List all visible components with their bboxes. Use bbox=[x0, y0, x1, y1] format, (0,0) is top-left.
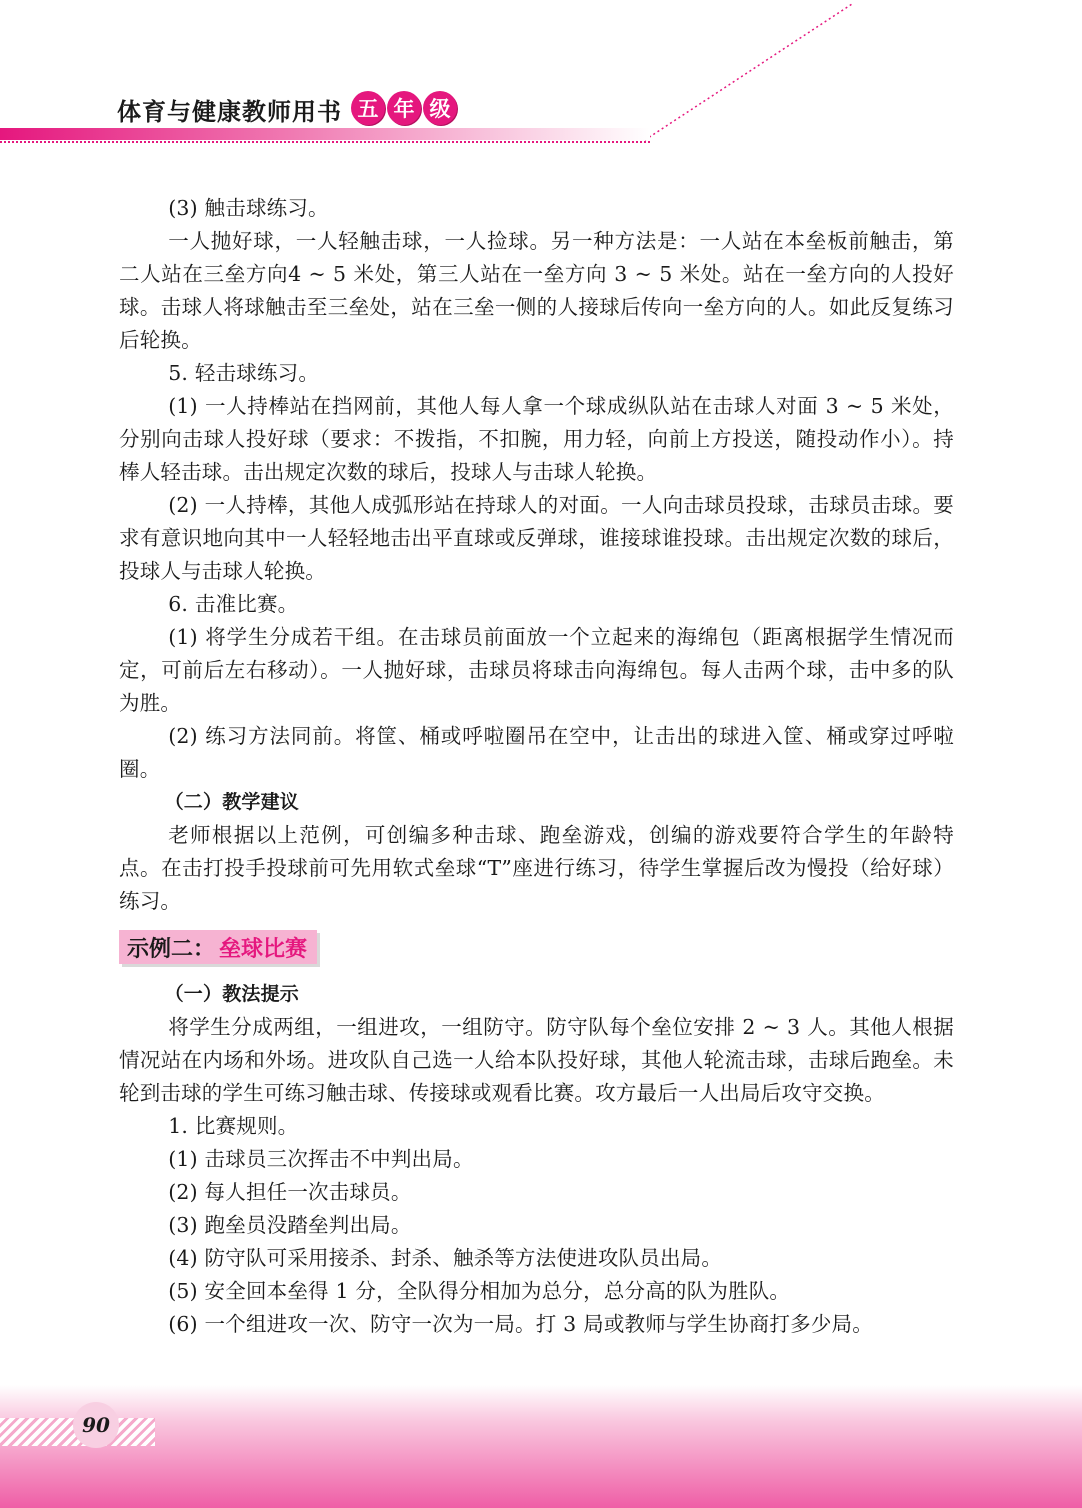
body-paragraph: (3) 跑垒员没踏垒判出局。 bbox=[168, 1213, 412, 1237]
body-paragraph: (5) 安全回本垒得 1 分，全队得分相加为总分，总分高的队为胜队。 bbox=[168, 1279, 791, 1303]
body-paragraph: (2) 一人持棒，其他人成弧形站在持球人的对面。一人向击球员投球，击球员击球。要求有意识地向其中一人轻轻地击出平直球或反弹球，谁接球谁投球。击出规定次数的球后，投球人与击球人轮换。 bbox=[119, 493, 954, 583]
header-dotted-rule bbox=[0, 141, 650, 143]
section-subheading: （二）教学建议 bbox=[164, 791, 299, 813]
body-paragraph: (1) 将学生分成若干组。在击球员前面放一个立起来的海绵包（距离根据学生情况而定，可前后左右移动）。一人抛好球，击球员将球击向海绵包。每人击两个球，击中多的队为胜。 bbox=[119, 625, 954, 715]
page-content bbox=[119, 192, 954, 1341]
page-number: 90 bbox=[73, 1402, 119, 1448]
body-paragraph: 5. 轻击球练习。 bbox=[168, 361, 320, 385]
footer-gradient-band bbox=[0, 1385, 1082, 1508]
body-paragraph: (4) 防守队可采用接杀、封杀、触杀等方法使进攻队员出局。 bbox=[168, 1246, 723, 1270]
body-paragraph: (3) 触击球练习。 bbox=[168, 196, 329, 220]
grade-badge-2: 年 bbox=[387, 91, 421, 125]
grade-badge-group bbox=[351, 91, 457, 125]
grade-badge-3: 级 bbox=[423, 91, 457, 125]
body-paragraph: 将学生分成两组，一组进攻，一组防守。防守队每个垒位安排 2 ~ 3 人。其他人根据情况站在内场和外场。进攻队自己选一人给本队投好球，其他人轮流击球，击球后跑垒。未轮到击球的学生可练习触击球、传接球或观看比赛。攻方最后一人出局后攻守交换。 bbox=[119, 1015, 954, 1105]
body-paragraph: (2) 每人担任一次击球员。 bbox=[168, 1180, 412, 1204]
body-paragraph: (2) 练习方法同前。将筐、桶或呼啦圈吊在空中，让击出的球进入筐、桶或穿过呼啦圈。 bbox=[119, 724, 954, 781]
section-subheading: （一）教法提示 bbox=[164, 983, 299, 1005]
example-banner-prefix: 示例二： bbox=[127, 936, 216, 962]
paragraph-group-top bbox=[119, 192, 954, 918]
example-banner bbox=[119, 930, 317, 964]
paragraph-group-bottom bbox=[119, 978, 954, 1341]
header-gradient-bar bbox=[0, 128, 650, 140]
book-title: 体育与健康教师用书 bbox=[117, 97, 342, 126]
body-paragraph: (1) 击球员三次挥击不中判出局。 bbox=[168, 1147, 474, 1171]
body-paragraph: 一人抛好球，一人轻触击球，一人捡球。另一种方法是：一人站在本垒板前触击，第二人站在三垒方向4 ~ 5 米处，第三人站在一垒方向 3 ~ 5 米处。站在一垒方向的人投好球。击球人将球触击至三垒处，站在三垒一侧的人接球后传向一垒方向的人。如此反复练习后轮换。 bbox=[119, 229, 954, 352]
grade-badge-1: 五 bbox=[351, 91, 385, 125]
body-paragraph: 6. 击准比赛。 bbox=[168, 592, 299, 616]
body-paragraph: (1) 一人持棒站在挡网前，其他人每人拿一个球成纵队站在击球人对面 3 ~ 5 米处，分别向击球人投好球（要求：不拨指，不扣腕，用力轻，向前上方投送，随投动作小）。持棒人轻击球。击出规定次数的球后，投球人与击球人轮换。 bbox=[119, 394, 954, 484]
body-paragraph: 老师根据以上范例，可创编多种击球、跑垒游戏，创编的游戏要符合学生的年龄特点。在击打投手投球前可先用软式垒球“T”座进行练习，待学生掌握后改为慢投（给好球）练习。 bbox=[119, 823, 954, 913]
example-banner-title: 垒球比赛 bbox=[219, 936, 308, 962]
body-paragraph: (6) 一个组进攻一次、防守一次为一局。打 3 局或教师与学生协商打多少局。 bbox=[168, 1312, 873, 1336]
body-paragraph: 1. 比赛规则。 bbox=[168, 1114, 299, 1138]
